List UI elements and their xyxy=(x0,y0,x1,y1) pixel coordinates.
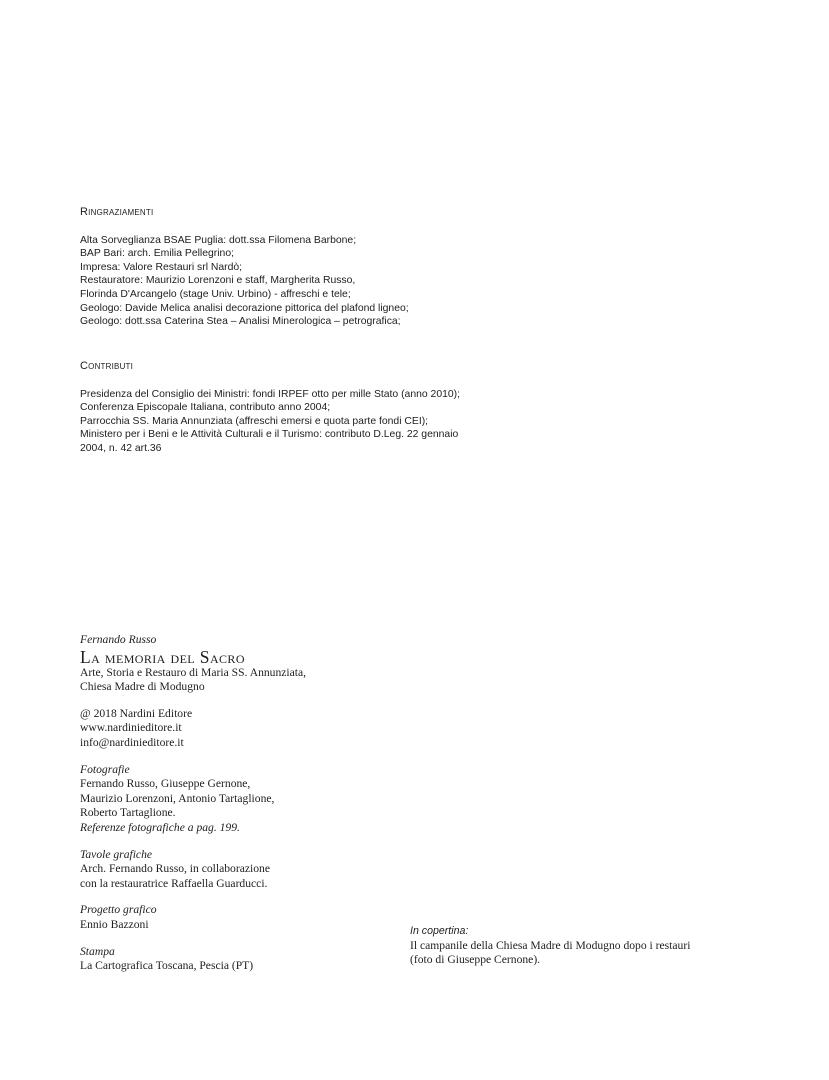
acknowledgement-line: Geologo: Davide Melica analisi decorazione pittorica del plafond ligneo; xyxy=(80,302,409,314)
contributions-section xyxy=(80,360,460,456)
book-subtitle-line: Chiesa Madre di Modugno xyxy=(80,680,205,694)
contribution-line: Ministero per i Beni e le Attività Culturali e il Turismo: contributo D.Leg. 22 gennaio xyxy=(80,429,459,441)
acknowledgement-line: Restauratore: Maurizio Lorenzoni e staff, Margherita Russo, xyxy=(80,275,356,287)
photos-label: Fotografie xyxy=(80,762,130,776)
colophon xyxy=(80,633,306,974)
contribution-line: 2004, n. 42 art.36 xyxy=(80,442,162,454)
photos-credit-line: Fernando Russo, Giuseppe Gernone, xyxy=(80,777,251,791)
contribution-line: Parrocchia SS. Maria Annunziata (affreschi emersi e quota parte fondi CEI); xyxy=(80,415,429,427)
contributions-heading: Contributi xyxy=(80,360,134,372)
printing-credit-line: La Cartografica Toscana, Pescia (PT) xyxy=(80,959,254,973)
author-name: Fernando Russo xyxy=(80,633,157,646)
publisher-website: www.nardinieditore.it xyxy=(80,721,182,735)
acknowledgements-section xyxy=(80,206,409,329)
design-label: Progetto grafico xyxy=(80,903,157,917)
acknowledgement-line: Alta Sorveglianza BSAE Puglia: dott.ssa Filomena Barbone; xyxy=(80,234,357,246)
photos-credit-line: Roberto Tartaglione. xyxy=(80,806,176,820)
contribution-line: Conferenza Episcopale Italiana, contributo anno 2004; xyxy=(80,402,331,414)
contribution-line: Presidenza del Consiglio dei Ministri: fondi IRPEF otto per mille Stato (anno 2010); xyxy=(80,388,461,400)
cover-caption-line: (foto di Giuseppe Cernone). xyxy=(410,953,541,967)
drawings-label: Tavole grafiche xyxy=(80,847,153,861)
drawings-credit-line: Arch. Fernando Russo, in collaborazione xyxy=(80,862,270,876)
cover-label: In copertina: xyxy=(410,925,469,937)
cover-caption xyxy=(410,925,690,968)
acknowledgement-line: Florinda D'Arcangelo (stage Univ. Urbino) - affreschi e tele; xyxy=(80,288,351,300)
drawings-credit-line: con la restauratrice Raffaella Guarducci. xyxy=(80,876,268,890)
printing-label: Stampa xyxy=(80,944,115,958)
acknowledgement-line: BAP Bari: arch. Emilia Pellegrino; xyxy=(80,248,235,260)
publisher-line: @ 2018 Nardini Editore xyxy=(80,706,193,720)
publisher-email: info@nardinieditore.it xyxy=(80,735,184,749)
book-title: La memoria del Sacro xyxy=(80,646,245,667)
photos-reference-note: Referenze fotografiche a pag. 199. xyxy=(80,820,240,834)
acknowledgements-heading: Ringraziamenti xyxy=(80,206,154,218)
acknowledgement-line: Geologo: dott.ssa Caterina Stea – Analisi Minerologica – petrografica; xyxy=(80,316,401,328)
photos-credit-line: Maurizio Lorenzoni, Antonio Tartaglione, xyxy=(80,791,275,805)
cover-caption-line: Il campanile della Chiesa Madre di Modugno dopo i restauri xyxy=(410,938,691,952)
book-subtitle-line: Arte, Storia e Restauro di Maria SS. Annunziata, xyxy=(80,665,307,679)
design-credit-line: Ennio Bazzoni xyxy=(80,917,149,931)
acknowledgement-line: Impresa: Valore Restauri srl Nardò; xyxy=(80,261,243,273)
